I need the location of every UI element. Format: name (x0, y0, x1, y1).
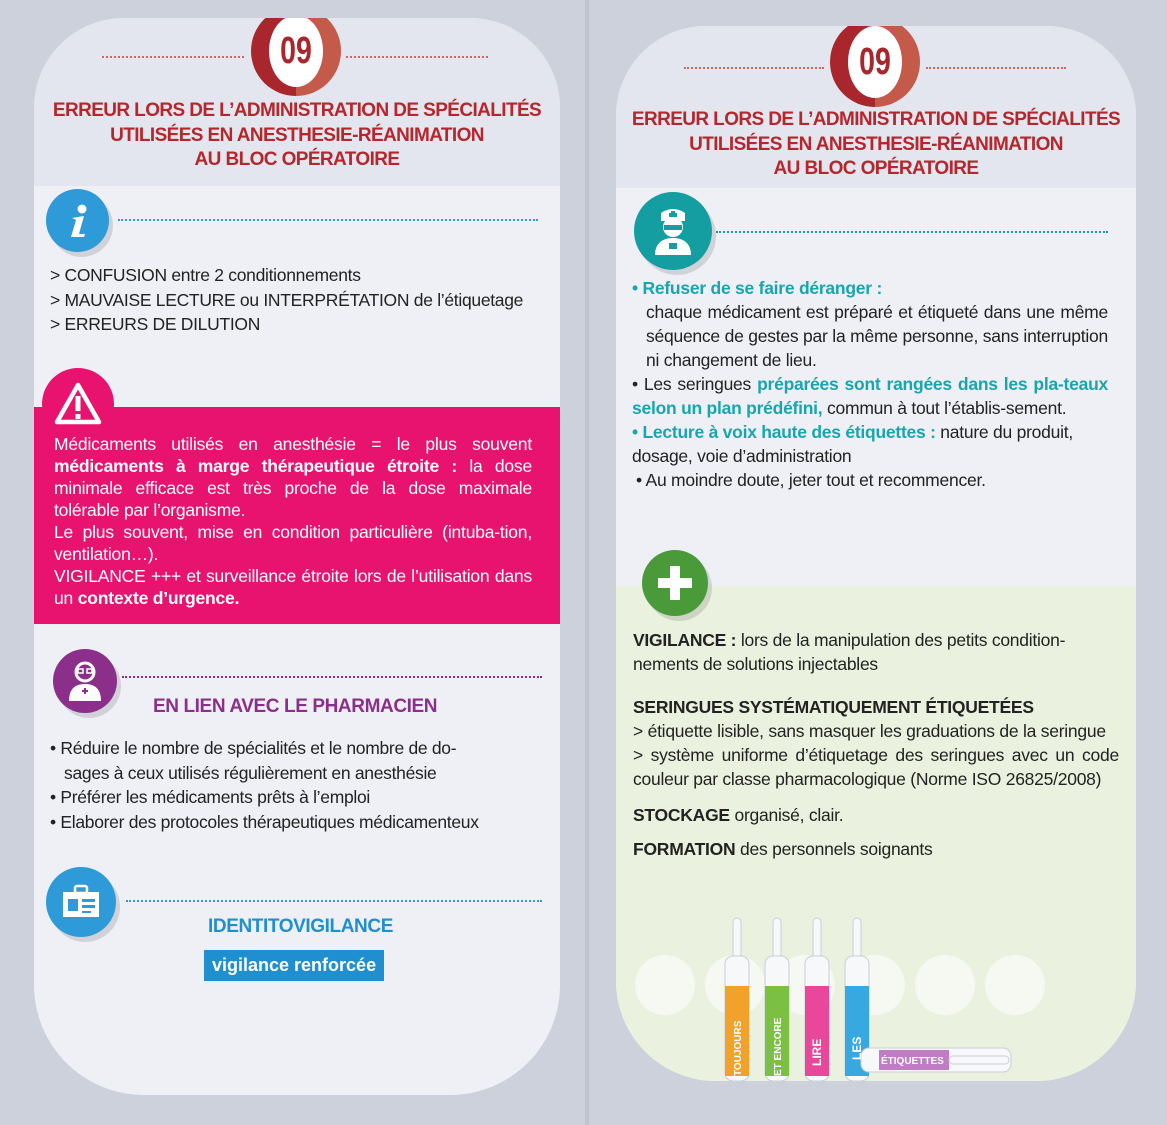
nurse-bullet-text: commun à tout l’établis-sement. (822, 398, 1067, 418)
pharmacist-item: sages à ceux utilisés régulièrement en anesthésie (64, 762, 437, 783)
warning-text (54, 433, 532, 609)
title-line-2: UTILISÉES EN ANESTHESIE-RÉANIMATION (110, 124, 484, 146)
syringes-item: > étiquette lisible, sans masquer les graduations de la seringue (633, 721, 1106, 741)
training-label: FORMATION (633, 839, 736, 859)
nurse-bullet-text: nature du produit, dosage, voie d’administration (632, 422, 1073, 466)
vigilance-label: VIGILANCE : (633, 630, 737, 650)
title-line-3: AU BLOC OPÉRATOIRE (194, 149, 400, 170)
warning-line: VIGILANCE +++ et surveillance étroite lors de l’utilisation dans un (54, 566, 532, 608)
vigilance-tag: vigilance renforcée (204, 950, 384, 981)
nurse-icon (634, 192, 712, 270)
ampoule-label: LES (850, 1036, 864, 1060)
warning-icon (42, 368, 114, 440)
info-dotted-line (118, 219, 538, 221)
identity-dotted-line (126, 900, 542, 902)
info-item: > ERREURS DE DILUTION (50, 314, 261, 334)
pharmacist-icon (53, 649, 117, 713)
pharmacist-dotted-line (122, 676, 542, 678)
right-card (616, 26, 1136, 1081)
nurse-bullet-text: • Les seringues (632, 374, 758, 394)
info-list (50, 263, 523, 337)
id-card-icon (46, 867, 116, 937)
nurse-bullet-text: chaque médicament est préparé et étiqueté dans une même séquence de gestes par la même personne, sans interruption ni changement de lieu. (646, 302, 1108, 370)
info-icon (46, 189, 109, 252)
info-item: > MAUVAISE LECTURE ou INTERPRÉTATION de l’étiquetage (50, 289, 524, 310)
nurse-bullet-highlight: préparées sont rangées dans les pla-teaux selon un plan prédéfini, (632, 374, 1108, 418)
plus-text (633, 628, 1119, 861)
storage-text: organisé, clair. (729, 805, 844, 825)
pharmacist-list (50, 736, 479, 834)
page-gutter (585, 0, 589, 1125)
title-line-3: AU BLOC OPÉRATOIRE (773, 158, 979, 179)
nurse-dotted-line (716, 231, 1108, 233)
nurse-bullet-title: • Refuser de se faire déranger : (632, 278, 883, 298)
ampoule-label: ÉTIQUETTES (881, 1056, 944, 1067)
ampoules-illustration (711, 916, 1021, 1081)
header-dotted-line-right (926, 67, 1066, 69)
training-text: des personnels soignants (735, 839, 933, 859)
storage-label: STOCKAGE (633, 805, 730, 825)
syringes-title: SERINGUES SYSTÉMATIQUEMENT ÉTIQUETÉES (633, 697, 1034, 717)
title-line-1: ERREUR LORS DE L’ADMINISTRATION DE SPÉCIALITÉS (52, 100, 542, 121)
pharmacist-title: EN LIEN AVEC LE PHARMACIEN (153, 696, 438, 717)
warning-line: la dose minimale efficace est très proche de la dose maximale tolérable par l’organisme. (54, 456, 532, 520)
warning-bold: médicaments à marge thérapeutique étroite : (54, 456, 458, 476)
ampoule-label: LIRE (810, 1038, 824, 1066)
warning-line: Le plus souvent, mise en condition particulière (intuba-tion, ventilation…). (54, 522, 532, 564)
pharmacist-item: • Préférer les médicaments prêts à l’emploi (50, 787, 371, 807)
nurse-bullet-highlight: • Lecture à voix haute des étiquettes : (632, 422, 936, 442)
pharmacist-item: • Elaborer des protocoles thérapeutiques médicamenteux (50, 811, 479, 832)
warning-bold: contexte d’urgence. (77, 588, 240, 608)
left-card (34, 18, 560, 1095)
syringes-item: > système uniforme d’étiquetage des seringues avec un code couleur par classe pharmacologique (Norme ISO 26825/2008) (633, 745, 1119, 789)
plus-icon (642, 550, 708, 616)
right-title (616, 108, 1136, 182)
header-dotted-line-left (684, 67, 824, 69)
ampoule-label: ET ENCORE (773, 1017, 784, 1076)
left-title (34, 99, 560, 173)
vigilance-text: lors de la manipulation des petits condition-nements de solutions injectables (633, 630, 1066, 674)
ampoule-label: TOUJOURS (733, 1020, 744, 1076)
title-line-1: ERREUR LORS DE L’ADMINISTRATION DE SPÉCIALITÉS (631, 109, 1121, 130)
info-item: > CONFUSION entre 2 conditionnements (50, 265, 361, 285)
warning-line: Médicaments utilisés en anesthésie = le plus souvent (54, 434, 532, 454)
header-dotted-line-left (102, 56, 244, 58)
title-line-2: UTILISÉES EN ANESTHESIE-RÉANIMATION (689, 133, 1063, 155)
nurse-bullet-text: • Au moindre doute, jeter tout et recommencer. (636, 470, 986, 490)
badge-number: 09 (269, 18, 323, 87)
badge-number: 09 (848, 26, 902, 98)
nurse-list (632, 276, 1108, 492)
identity-title: IDENTITOVIGILANCE (208, 916, 393, 937)
pharmacist-item: • Réduire le nombre de spécialités et le nombre de do- (50, 738, 457, 758)
header-dotted-line-right (346, 56, 488, 58)
